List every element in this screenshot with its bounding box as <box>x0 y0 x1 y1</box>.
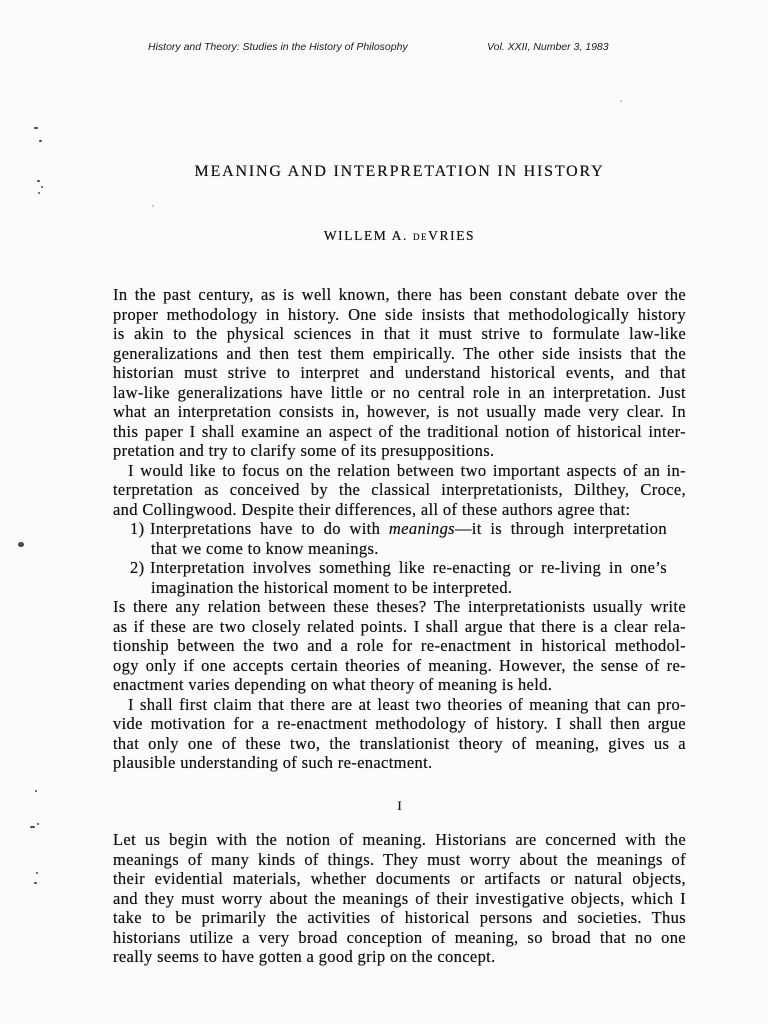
text-line: tionship between the two and a role for re-enactment in historical methodol- <box>113 636 686 655</box>
paragraph <box>113 695 686 773</box>
section-heading: I <box>397 798 402 813</box>
scan-speck <box>38 192 40 194</box>
text-line: this paper I shall examine an aspect of the traditional notion of historical inter- <box>113 421 686 441</box>
text-line: that only one of these two, the translationist theory of meaning, gives us a <box>113 733 686 753</box>
list-marker: 2) <box>130 558 145 577</box>
text-line <box>150 519 667 539</box>
text-line: ogy only if one accepts certain theories of meaning. However, the sense of re- <box>113 655 686 675</box>
list-item <box>113 558 686 597</box>
text-line: historian must strive to interpret and understand historical events, and that <box>113 363 686 382</box>
author-given-name: WILLEM A. <box>323 228 413 243</box>
text-line: pretation and try to clarify some of its presuppositions. <box>113 441 495 460</box>
author-byline <box>113 227 686 245</box>
scan-speck <box>152 205 154 207</box>
paragraph <box>113 461 686 695</box>
text-segment: —it is through interpretation <box>454 519 667 538</box>
scan-speck <box>34 127 38 129</box>
text-line: imagination the historical moment to be interpreted. <box>151 577 513 597</box>
text-line: law-like generalizations have little or no central role in an interpretation. Just <box>113 382 686 402</box>
text-line: I would like to focus on the relation between two important aspects of an in- <box>128 460 686 480</box>
text-line: terpretation as conceived by the classical interpretationists, Dilthey, Croce, <box>113 480 686 499</box>
text-line: Let us begin with the notion of meaning. Historians are concerned with the <box>113 830 686 849</box>
text-line: and Collingwood. Despite their differences, all of these authors agree that: <box>113 499 631 519</box>
text-line: historians utilize a very broad conception of meaning, so broad that no one <box>113 927 686 947</box>
body-introduction <box>113 285 686 773</box>
text-line: In the past century, as is well known, there has been constant debate over the <box>113 285 686 304</box>
text-line: generalizations and then test them empirically. The other side insists that the <box>113 343 686 363</box>
paragraph <box>113 285 686 461</box>
body-section-1 <box>113 830 686 967</box>
scan-speck <box>34 882 37 884</box>
paragraph <box>113 830 686 967</box>
text-line: that we come to know meanings. <box>151 538 379 558</box>
text-line: Interpretation involves something like re-enacting or re-living in one’s <box>150 558 667 577</box>
volume-info: Vol. XXII, Number 3, 1983 <box>487 41 609 53</box>
text-line: their evidential materials, whether documents or artifacts or natural objects, <box>113 869 686 888</box>
scan-speck <box>35 790 37 792</box>
text-line: proper methodology in history. One side insists that methodologically history <box>113 304 686 324</box>
scan-speck <box>37 823 39 825</box>
text-line: enactment varies depending on what theory of meaning is held. <box>113 675 553 694</box>
scan-speck <box>39 140 42 142</box>
scan-speck <box>620 100 622 102</box>
article-title: MEANING AND INTERPRETATION IN HISTORY <box>194 163 605 180</box>
scan-speck <box>30 826 35 828</box>
scan-speck <box>41 186 43 188</box>
text-line: what an interpretation consists in, however, is not usually made very clear. In <box>113 402 686 421</box>
scan-speck <box>37 180 40 182</box>
text-line: vide motivation for a re-enactment methodology of history. I shall then argue <box>113 714 686 733</box>
text-line: and they must worry about the meanings of their investigative objects, which I <box>113 888 686 908</box>
text-line: plausible understanding of such re-enactment. <box>113 753 433 772</box>
text-line: I shall first claim that there are at least two theories of meaning that can pro- <box>128 694 686 714</box>
text-line: as if these are two closely related points. I shall argue that there is a clear rela- <box>113 616 686 636</box>
scan-speck <box>18 542 24 547</box>
text-line: meanings of many kinds of things. They must worry about the meanings of <box>113 849 686 869</box>
theses-list <box>113 519 686 597</box>
text-segment: Interpretations have to do with <box>150 519 389 538</box>
list-marker: 1) <box>130 519 145 538</box>
emphasized-term: meanings <box>388 519 455 538</box>
list-item <box>113 519 686 558</box>
author-name-particle: de <box>412 228 429 243</box>
text-line: really seems to have gotten a good grip on the concept. <box>113 947 496 966</box>
journal-title: History and Theory: Studies in the History of Philosophy <box>148 41 408 53</box>
text-line: take to be primarily the activities of historical persons and societies. Thus <box>113 908 686 927</box>
author-surname: VRIES <box>428 228 476 243</box>
text-line: Is there any relation between these theses? The interpretationists usually write <box>113 597 686 616</box>
text-line: is akin to the physical sciences in that it must strive to formulate law-like <box>113 324 686 343</box>
scan-speck <box>36 872 38 874</box>
